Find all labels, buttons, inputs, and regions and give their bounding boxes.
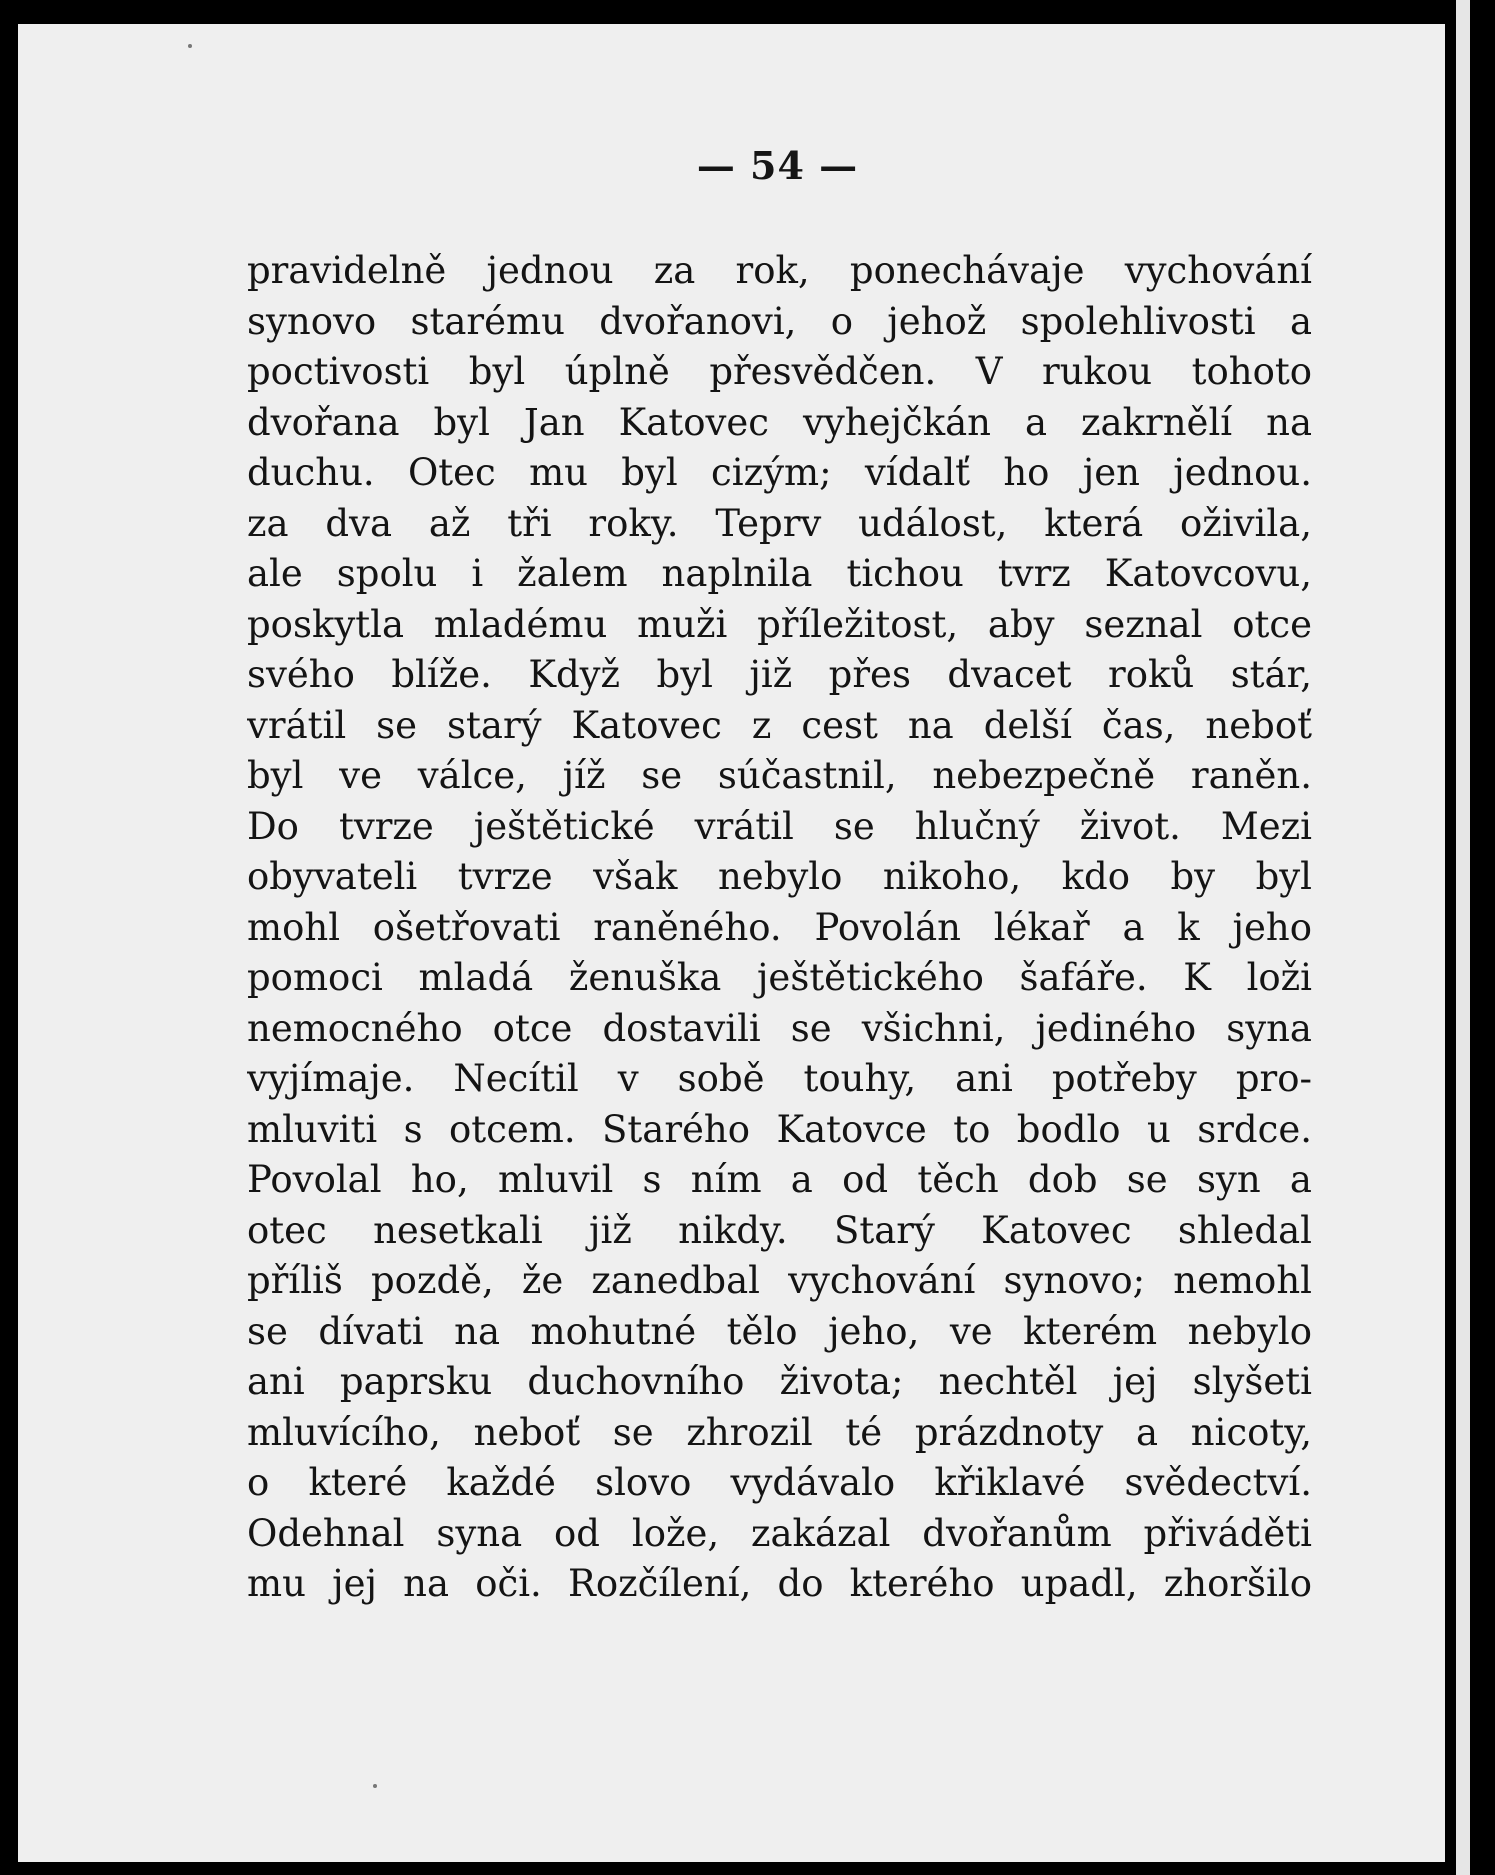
text-line: Povolal ho, mluvil s ním a od těch dob se syn a <box>247 1158 1312 1201</box>
text-line: o které každé slovo vydávalo křiklavé svědectví. <box>247 1461 1312 1504</box>
text-line: vyjímaje. Necítil v sobě touhy, ani potřeby pro- <box>247 1057 1312 1100</box>
text-line: synovo starému dvořanovi, o jehož spolehlivosti a <box>247 299 1312 343</box>
text-line: ani paprsku duchovního života; nechtěl jej slyšeti <box>247 1360 1312 1403</box>
text-line: duchu. Otec mu byl cizým; vídalť ho jen jednou. <box>247 451 1312 494</box>
text-line: mohl ošetřovati raněného. Povolán lékař a k jeho <box>247 905 1312 949</box>
text-line: poskytla mladému muži příležitost, aby seznal otce <box>247 602 1312 646</box>
text-line: mluvícího, neboť se zhrozil té prázdnoty a nicoty, <box>247 1410 1312 1454</box>
text-line: mluviti s otcem. Starého Katovce to bodlo u srdce. <box>247 1107 1312 1151</box>
text-line: pomoci mladá ženuška ještětického šafáře. K loži <box>247 956 1312 999</box>
text-line: mu jej na oči. Rozčílení, do kterého upadl, zhoršilo <box>247 1562 1312 1605</box>
text-line: poctivosti byl úplně přesvědčen. V rukou tohoto <box>247 350 1312 393</box>
text-line: dvořana byl Jan Katovec vyhejčkán a zakrnělí na <box>247 400 1312 444</box>
text-line: byl ve válce, jíž se súčastnil, nebezpečně raněn. <box>247 754 1312 797</box>
text-line: nemocného otce dostavili se všichni, jediného syna <box>247 1006 1312 1050</box>
text-line: otec nesetkali již nikdy. Starý Katovec shledal <box>247 1208 1312 1252</box>
text-line: pravidelně jednou za rok, ponechávaje vychování <box>247 249 1312 292</box>
text-line: obyvateli tvrze však nebylo nikoho, kdo by byl <box>247 855 1312 898</box>
text-line: Odehnal syna od lože, zakázal dvořanům přiváděti <box>247 1511 1312 1555</box>
page-number: — 54 — <box>696 143 859 188</box>
text-line: se dívati na mohutné tělo jeho, ve kterém nebylo <box>247 1309 1312 1353</box>
paper-speck <box>188 44 192 48</box>
text-line: Do tvrze ještětické vrátil se hlučný život. Mezi <box>247 804 1312 848</box>
text-line: vrátil se starý Katovec z cest na delší čas, neboť <box>247 703 1312 747</box>
paper-speck <box>373 1784 377 1788</box>
text-line: ale spolu i žalem naplnila tichou tvrz Katovcovu, <box>247 552 1312 595</box>
text-line: za dva až tři roky. Teprv událost, která oživila, <box>247 501 1312 545</box>
body-text <box>247 246 1312 1610</box>
text-line: svého blíže. Když byl již přes dvacet roků stár, <box>247 653 1312 696</box>
next-page-edge <box>1456 0 1470 1875</box>
text-line: příliš pozdě, že zanedbal vychování synovo; nemohl <box>247 1259 1312 1302</box>
